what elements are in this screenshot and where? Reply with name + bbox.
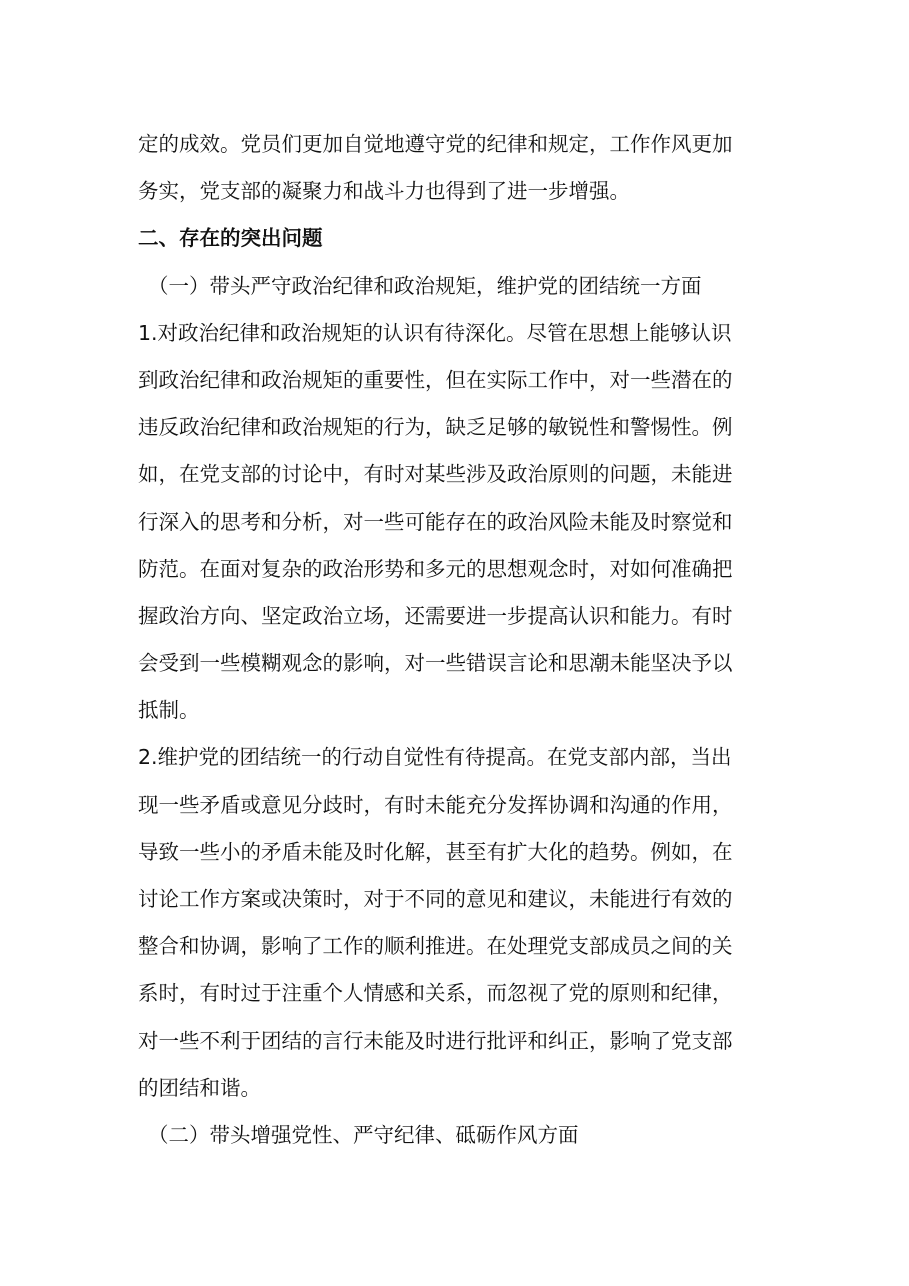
paragraph-line: 务实，党支部的凝聚力和战斗力也得到了进一步增强。	[138, 179, 630, 204]
paragraph-line: 抵制。	[138, 698, 200, 723]
paragraph-line: 2.维护党的团结统一的行动自觉性有待提高。在党支部内部，当出	[138, 745, 732, 770]
paragraph-line: 系时，有时过于注重个人情感和关系，而忽视了党的原则和纪律，	[138, 981, 733, 1006]
subsection-heading: （二）带头增强党性、严守纪律、砥砺作风方面	[148, 1122, 579, 1147]
paragraph-line: 1.对政治纪律和政治规矩的认识有待深化。尽管在思想上能够认识	[138, 320, 732, 345]
paragraph-line: 到政治纪律和政治规矩的重要性，但在实际工作中，对一些潜在的	[138, 367, 733, 392]
section-heading: 二、存在的突出问题	[138, 226, 323, 251]
paragraph-line: 讨论工作方案或决策时，对于不同的意见和建议，未能进行有效的	[138, 887, 733, 911]
paragraph-line: 会受到一些模糊观念的影响，对一些错误言论和思潮未能坚决予以	[138, 651, 733, 676]
paragraph-line: 现一些矛盾或意见分歧时，有时未能充分发挥协调和沟通的作用，	[138, 792, 733, 817]
paragraph-line: 握政治方向、坚定政治立场，还需要进一步提高认识和能力。有时	[138, 603, 733, 628]
paragraph-line: 导致一些小的矛盾未能及时化解，甚至有扩大化的趋势。例如，在	[138, 839, 733, 864]
paragraph-line: 整合和协调，影响了工作的顺利推进。在处理党支部成员之间的关	[138, 934, 733, 959]
paragraph-line: 对一些不利于团结的言行未能及时进行批评和纠正，影响了党支部	[138, 1028, 733, 1053]
paragraph-line: 定的成效。党员们更加自觉地遵守党的纪律和规定，工作作风更加	[138, 132, 733, 156]
paragraph-line: 违反政治纪律和政治规矩的行为，缺乏足够的敏锐性和警惕性。例	[138, 415, 733, 440]
document-body	[138, 121, 772, 1159]
paragraph-line: 的团结和谐。	[138, 1075, 261, 1100]
paragraph-line: 如，在党支部的讨论中，有时对某些涉及政治原则的问题，未能进	[138, 462, 733, 487]
paragraph-line: 行深入的思考和分析，对一些可能存在的政治风险未能及时察觉和	[138, 509, 733, 534]
paragraph-line: 防范。在面对复杂的政治形势和多元的思想观念时，对如何准确把	[138, 556, 733, 581]
subsection-heading: （一）带头严守政治纪律和政治规矩，维护党的团结统一方面	[148, 273, 702, 298]
